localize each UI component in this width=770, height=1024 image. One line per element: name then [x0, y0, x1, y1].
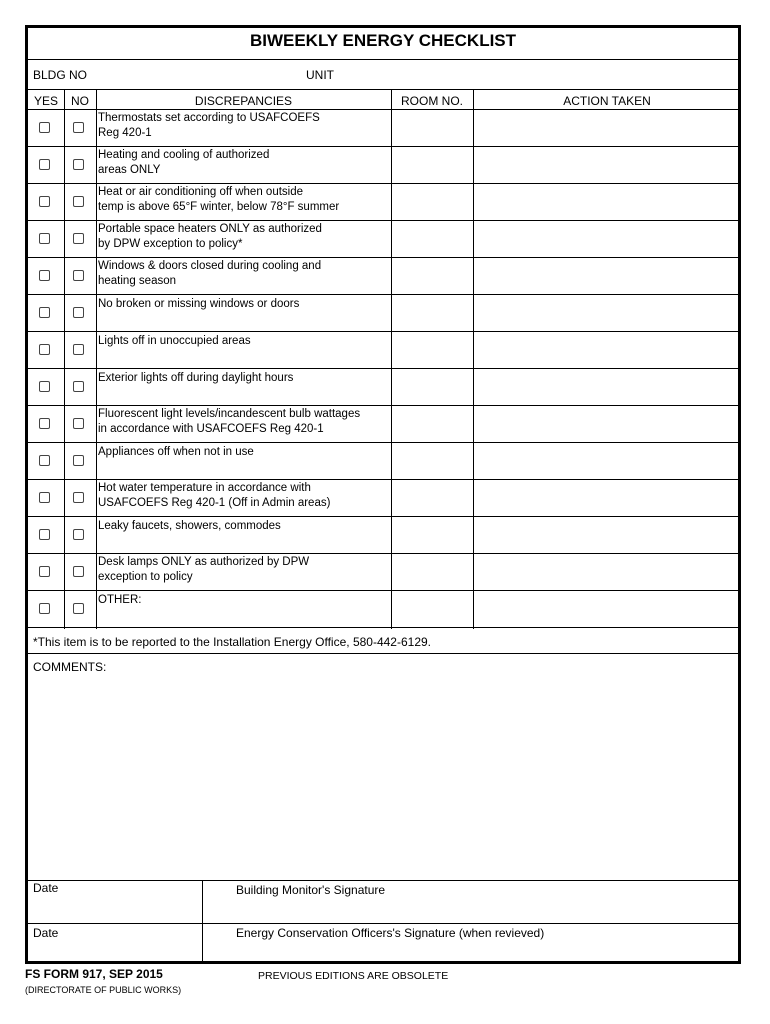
date-field[interactable]: [28, 924, 202, 964]
yes-checkbox[interactable]: [39, 529, 50, 540]
discrepancy-text: [98, 371, 390, 386]
discrepancy-text: [98, 481, 390, 511]
discrepancy-line: Heating and cooling of authorized: [98, 149, 270, 161]
building-monitor-signature-field[interactable]: [203, 881, 738, 923]
yes-checkbox[interactable]: [39, 566, 50, 577]
room-no-field[interactable]: [392, 331, 473, 368]
no-checkbox[interactable]: [73, 492, 84, 503]
yes-checkbox[interactable]: [39, 159, 50, 170]
discrepancy-text: [98, 297, 390, 312]
comments-area[interactable]: [28, 673, 738, 880]
room-no-field[interactable]: [392, 294, 473, 331]
action-taken-field[interactable]: [474, 257, 738, 294]
room-no-field[interactable]: [392, 109, 473, 146]
discrepancy-text: [98, 445, 390, 460]
yes-checkbox[interactable]: [39, 418, 50, 429]
energy-officer-signature-label: Energy Conservation Officers's Signature (when revieved): [236, 926, 545, 940]
action-taken-field[interactable]: [474, 590, 738, 627]
discrepancy-text: [98, 519, 390, 534]
no-checkbox[interactable]: [73, 455, 84, 466]
no-checkbox[interactable]: [73, 122, 84, 133]
no-checkbox[interactable]: [73, 233, 84, 244]
discrepancy-text: [98, 555, 390, 585]
discrepancy-line: Thermostats set according to USAFCOEFS: [98, 112, 320, 124]
discrepancy-text: [98, 407, 390, 437]
discrepancy-line: USAFCOEFS Reg 420-1 (Off in Admin areas): [98, 497, 331, 509]
divider: [28, 59, 738, 60]
divider: [28, 653, 738, 654]
action-taken-field[interactable]: [474, 405, 738, 442]
energy-office-note: *This item is to be reported to the Installation Energy Office, 580-442-6129.: [33, 635, 432, 649]
checklist-row: [28, 294, 738, 331]
discrepancy-line: Desk lamps ONLY as authorized by DPW: [98, 556, 310, 568]
room-no-field[interactable]: [392, 183, 473, 220]
discrepancy-text: [98, 334, 390, 349]
discrepancy-text: [98, 222, 390, 252]
unit-label: UNIT: [306, 68, 334, 82]
discrepancy-line: Appliances off when not in use: [98, 446, 254, 458]
date-label: Date: [33, 881, 59, 895]
column-line: [96, 89, 97, 629]
discrepancy-line: Reg 420-1: [98, 127, 152, 139]
column-line: [64, 89, 65, 629]
action-taken-field[interactable]: [474, 146, 738, 183]
discrepancy-line: Lights off in unoccupied areas: [98, 335, 251, 347]
discrepancy-line: Portable space heaters ONLY as authorized: [98, 223, 322, 235]
room-column-header: ROOM NO.: [401, 94, 463, 108]
yes-checkbox[interactable]: [39, 270, 50, 281]
column-line: [202, 880, 203, 964]
discrepancy-line: OTHER:: [98, 594, 142, 606]
no-checkbox[interactable]: [73, 307, 84, 318]
discrepancy-line: areas ONLY: [98, 164, 161, 176]
directorate-label: (DIRECTORATE OF PUBLIC WORKS): [25, 985, 182, 995]
action-column-header: ACTION TAKEN: [563, 94, 651, 108]
checklist-row: [28, 257, 738, 294]
discrepancy-line: in accordance with USAFCOEFS Reg 420-1: [98, 423, 324, 435]
checklist-row: [28, 442, 738, 479]
action-taken-field[interactable]: [474, 553, 738, 590]
discrepancy-text: [98, 111, 390, 141]
previous-editions-note: PREVIOUS EDITIONS ARE OBSOLETE: [258, 970, 449, 982]
discrepancy-text: [98, 259, 390, 289]
form-title: BIWEEKLY ENERGY CHECKLIST: [249, 31, 517, 50]
action-taken-field[interactable]: [474, 220, 738, 257]
divider: [28, 89, 738, 90]
yes-checkbox[interactable]: [39, 344, 50, 355]
yes-checkbox[interactable]: [39, 381, 50, 392]
discrepancy-line: Leaky faucets, showers, commodes: [98, 520, 281, 532]
yes-checkbox[interactable]: [39, 455, 50, 466]
comments-label: COMMENTS:: [33, 660, 107, 674]
discrepancy-line: exception to policy: [98, 571, 193, 583]
no-checkbox[interactable]: [73, 418, 84, 429]
room-no-field[interactable]: [392, 368, 473, 405]
action-taken-field[interactable]: [474, 109, 738, 146]
date-field[interactable]: [28, 881, 202, 923]
discrepancy-line: No broken or missing windows or doors: [98, 298, 300, 310]
checklist-row: [28, 553, 738, 590]
yes-checkbox[interactable]: [39, 233, 50, 244]
room-no-field[interactable]: [392, 146, 473, 183]
checklist-row: [28, 516, 738, 553]
no-checkbox[interactable]: [73, 196, 84, 207]
room-no-field[interactable]: [392, 442, 473, 479]
discrepancy-text: [98, 185, 390, 215]
room-no-field[interactable]: [392, 516, 473, 553]
form-id: FS FORM 917, SEP 2015: [25, 967, 163, 981]
no-checkbox[interactable]: [73, 270, 84, 281]
room-no-field[interactable]: [392, 257, 473, 294]
date-label: Date: [33, 926, 59, 940]
action-taken-field[interactable]: [474, 368, 738, 405]
checklist-row: [28, 109, 738, 146]
checklist-row: [28, 331, 738, 368]
discrepancy-line: Exterior lights off during daylight hours: [98, 372, 294, 384]
checklist-row: [28, 220, 738, 257]
room-no-field[interactable]: [392, 553, 473, 590]
action-taken-field[interactable]: [474, 183, 738, 220]
discrepancy-line: Hot water temperature in accordance with: [98, 482, 311, 494]
discrepancies-column-header: DISCREPANCIES: [194, 94, 293, 108]
yes-column-header: YES: [33, 94, 58, 108]
discrepancy-line: Windows & doors closed during cooling and: [98, 260, 322, 272]
checklist-row: [28, 368, 738, 405]
yes-checkbox[interactable]: [39, 492, 50, 503]
no-checkbox[interactable]: [73, 381, 84, 392]
yes-checkbox[interactable]: [39, 603, 50, 614]
action-taken-field[interactable]: [474, 516, 738, 553]
column-line: [391, 89, 392, 629]
room-no-field[interactable]: [392, 479, 473, 516]
yes-checkbox[interactable]: [39, 307, 50, 318]
discrepancy-text: [98, 148, 390, 178]
no-checkbox[interactable]: [73, 159, 84, 170]
no-checkbox[interactable]: [73, 603, 84, 614]
energy-officer-signature-field[interactable]: [203, 924, 738, 964]
checklist-row: [28, 405, 738, 442]
no-column-header: NO: [71, 94, 89, 108]
no-checkbox[interactable]: [73, 566, 84, 577]
action-taken-field[interactable]: [474, 331, 738, 368]
action-taken-field[interactable]: [474, 479, 738, 516]
discrepancy-line: Fluorescent light levels/incandescent bulb wattages: [98, 408, 361, 420]
no-checkbox[interactable]: [73, 344, 84, 355]
discrepancy-line: by DPW exception to policy*: [98, 238, 243, 250]
checklist-row: [28, 590, 738, 627]
checklist-row: [28, 183, 738, 220]
no-checkbox[interactable]: [73, 529, 84, 540]
discrepancy-text: [98, 593, 390, 608]
column-line: [473, 89, 474, 629]
action-taken-field[interactable]: [474, 294, 738, 331]
row-divider: [28, 627, 738, 628]
discrepancy-line: temp is above 65°F winter, below 78°F summer: [98, 201, 340, 213]
yes-checkbox[interactable]: [39, 122, 50, 133]
room-no-field[interactable]: [392, 220, 473, 257]
checklist-row: [28, 479, 738, 516]
discrepancy-line: heating season: [98, 275, 177, 287]
action-taken-field[interactable]: [474, 442, 738, 479]
checklist-row: [28, 146, 738, 183]
discrepancy-line: Heat or air conditioning off when outside: [98, 186, 304, 198]
yes-checkbox[interactable]: [39, 196, 50, 207]
room-no-field[interactable]: [392, 590, 473, 627]
building-monitor-signature-label: Building Monitor's Signature: [236, 883, 386, 897]
room-no-field[interactable]: [392, 405, 473, 442]
energy-checklist-form: [25, 25, 741, 964]
bldg-no-label: BLDG NO: [33, 68, 88, 82]
